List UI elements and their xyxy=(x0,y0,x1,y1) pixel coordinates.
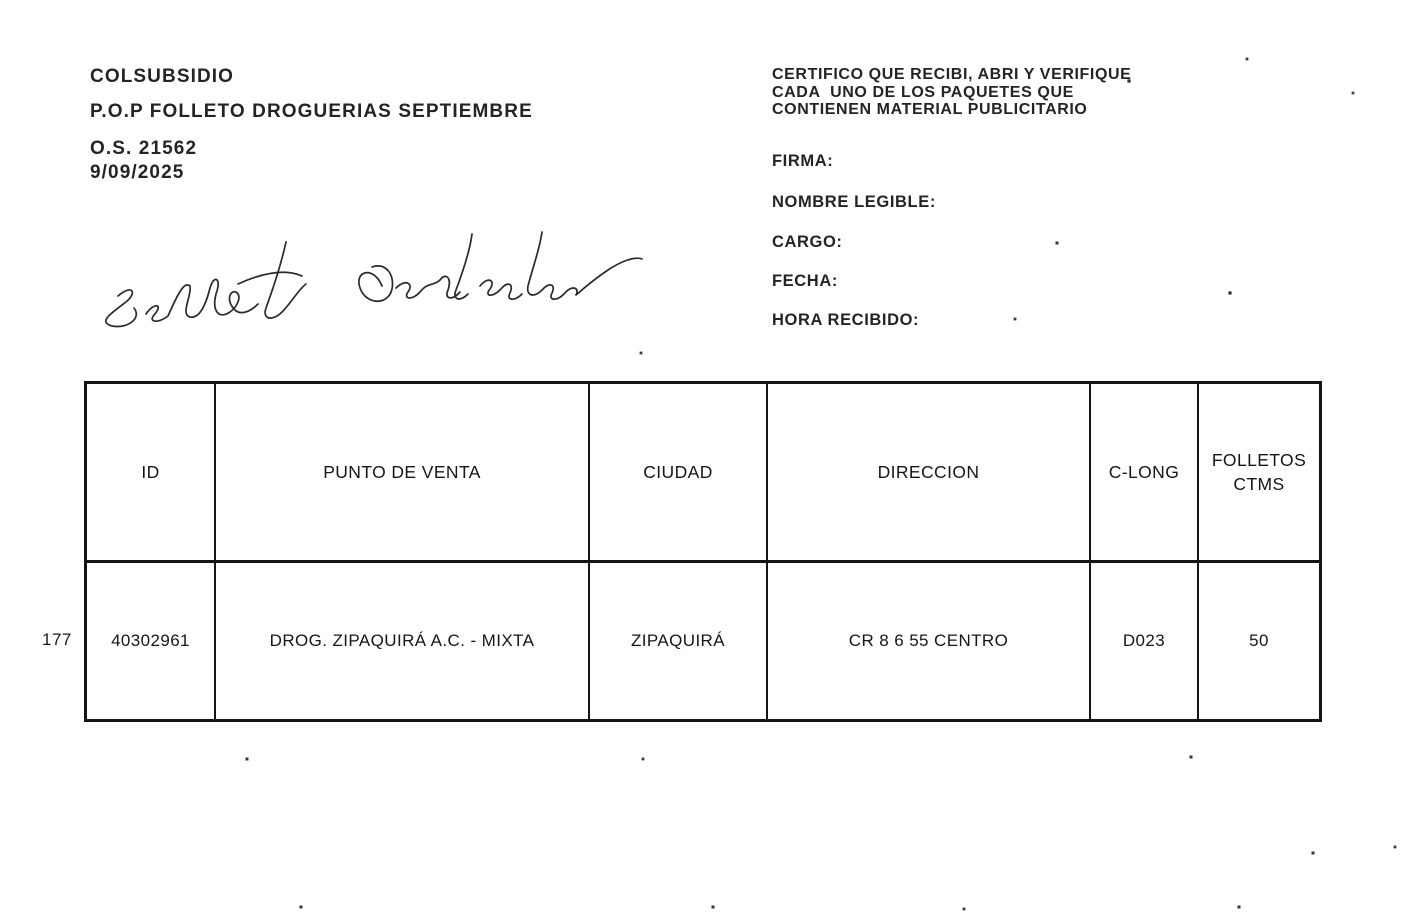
cell-folletos-ctms: 50 xyxy=(1249,631,1269,650)
cell-direccion: CR 8 6 55 CENTRO xyxy=(768,563,1091,719)
field-label-nombre-legible: NOMBRE LEGIBLE: xyxy=(772,193,936,211)
column-header-punto-de-venta: PUNTO DE VENTA xyxy=(216,384,590,563)
field-label-cargo: CARGO: xyxy=(772,233,843,251)
scan-noise-specks xyxy=(0,0,2,2)
column-header-id: ID xyxy=(87,384,216,563)
certification-block xyxy=(772,66,1192,329)
column-header-ciudad: CIUDAD xyxy=(590,384,768,563)
cell-punto-de-venta: DROG. ZIPAQUIRÁ A.C. - MIXTA xyxy=(216,563,590,719)
cell-ciudad: ZIPAQUIRÁ xyxy=(590,563,768,719)
column-header-folletos-ctms: FOLLETOS CTMS xyxy=(1199,384,1319,563)
cell-c-long: D023 xyxy=(1091,563,1199,719)
column-header-direccion: DIRECCION xyxy=(768,384,1091,563)
company-name: COLSUBSIDIO xyxy=(90,66,235,87)
field-label-fecha: FECHA: xyxy=(772,272,838,290)
certification-statement-line1: CERTIFICO QUE RECIBI, ABRI Y VERIFIQUE xyxy=(772,66,1132,83)
handwriting-scribble xyxy=(88,222,648,340)
field-label-hora-recibido: HORA RECIBIDO: xyxy=(772,311,920,329)
certification-statement-line2: CADA UNO DE LOS PAQUETES QUE xyxy=(772,83,1074,101)
table-row-number: 177 xyxy=(42,630,72,649)
document-date: 9/09/2025 xyxy=(90,162,185,183)
campaign-title: P.O.P FOLLETO DROGUERIAS SEPTIEMBRE xyxy=(90,101,533,122)
field-label-firma: FIRMA: xyxy=(772,152,834,170)
handwritten-note xyxy=(88,222,648,340)
column-header-c-long: C-LONG xyxy=(1091,384,1199,563)
cell-id: 40302961 xyxy=(87,563,216,719)
certification-statement-line3: CONTIENEN MATERIAL PUBLICITARIO xyxy=(772,101,1088,118)
delivery-table xyxy=(84,381,1322,722)
order-number: O.S. 21562 xyxy=(90,138,198,159)
